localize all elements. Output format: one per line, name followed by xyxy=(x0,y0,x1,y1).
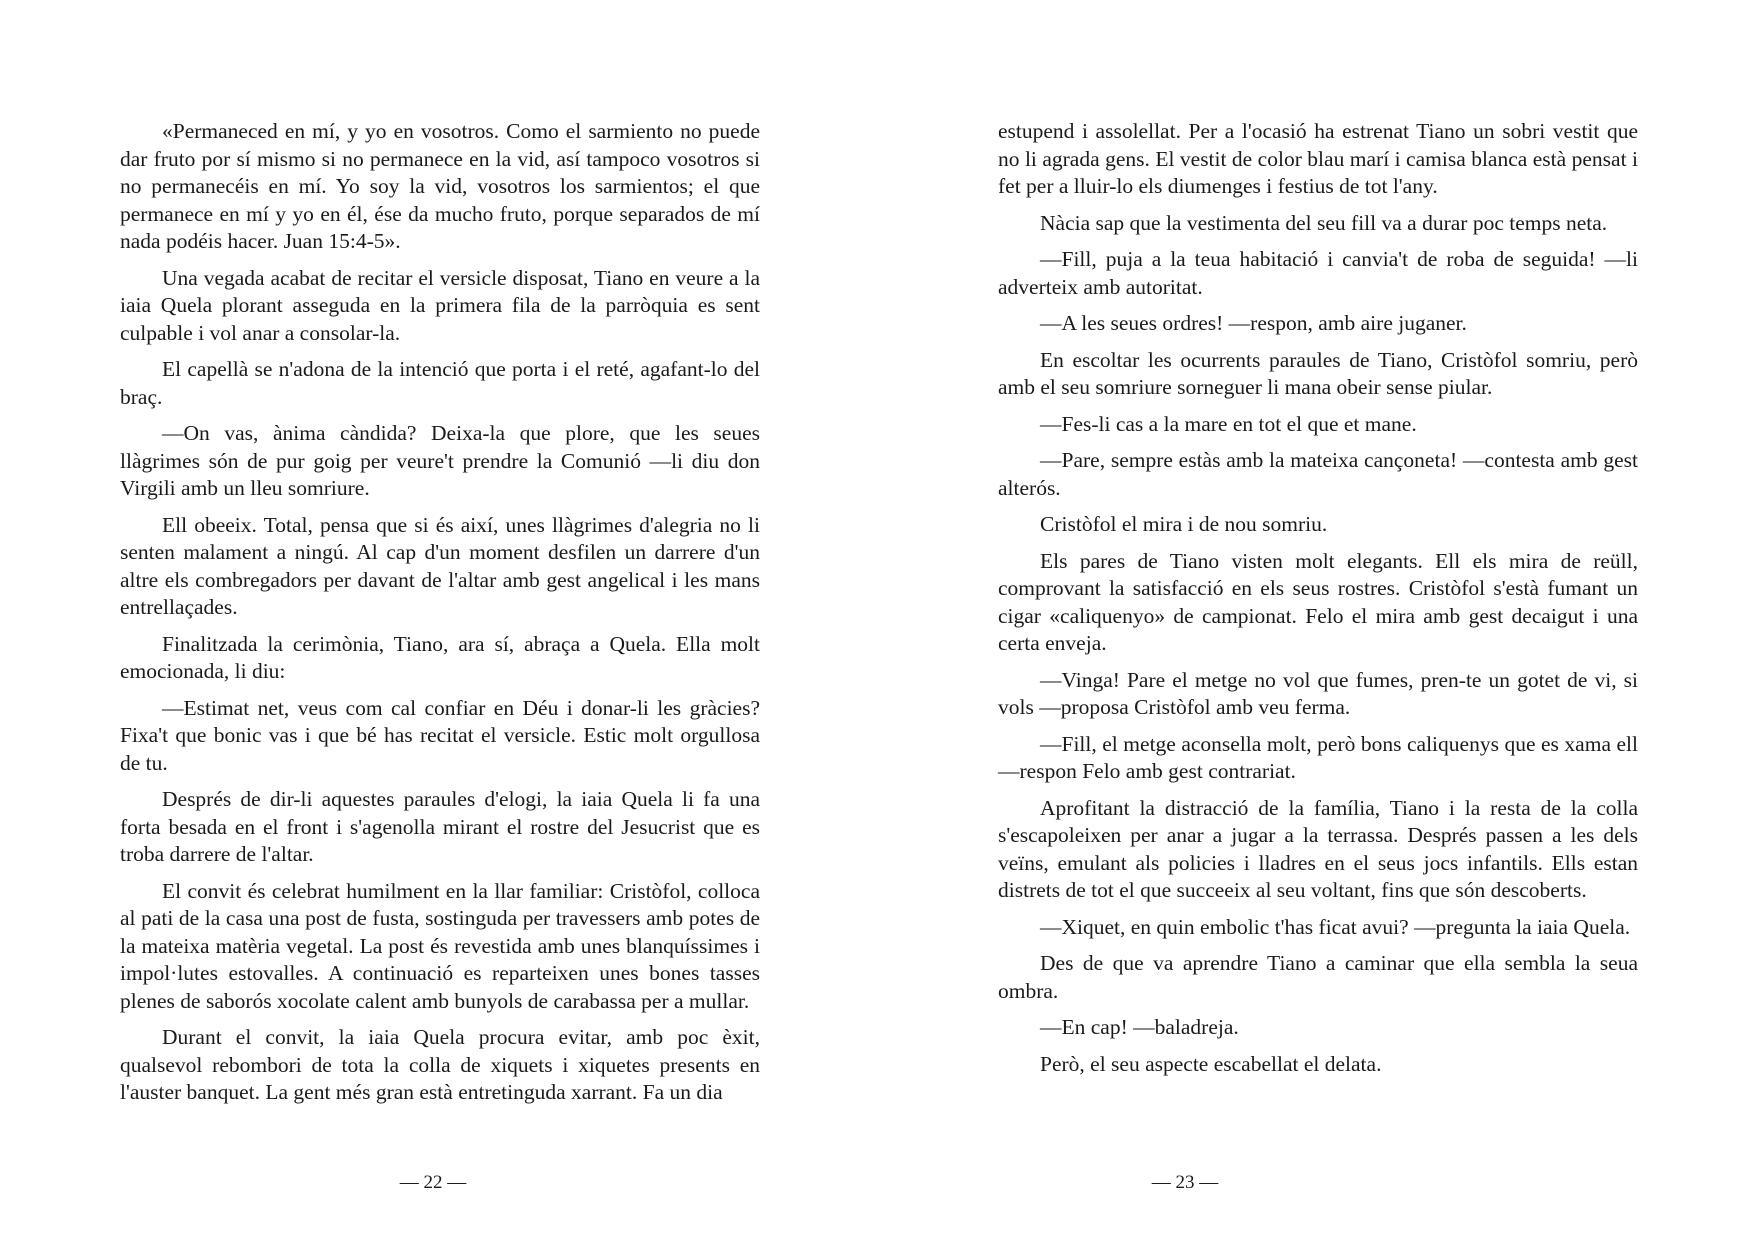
paragraph: —Xiquet, en quin embolic t'has ficat avui? —pregunta la iaia Quela. xyxy=(1040,914,1631,939)
paragraph: Durant el convit, la iaia Quela procura evitar, amb poc èxit, qualsevol rebombori de tota la colla de xiquets i xiquetes presents en l'auster banquet. La gent més gran està entretinguda xarrant. Fa un dia xyxy=(120,1025,760,1104)
paragraph: Després de dir-li aquestes paraules d'elogi, la iaia Quela li fa una forta besada en el front i s'agenolla mirant el rostre del Jesucrist que es troba darrere de l'altar. xyxy=(120,787,760,866)
paragraph: —En cap! —baladreja. xyxy=(1040,1015,1239,1039)
paragraph: —On vas, ànima càndida? Deixa-la que plore, que les seues llàgrimes són de pur goig per veure't prendre la Comunió —li diu don Virgili amb un lleu somriure. xyxy=(120,421,760,500)
paragraph: Una vegada acabat de recitar el versicle disposat, Tiano en veure a la iaia Quela plorant asseguda en la primera fila de la parròquia es sent culpable i vol anar a consolar-la. xyxy=(120,265,760,345)
paragraph: —Vinga! Pare el metge no vol que fumes, pren-te un gotet de vi, si vols —proposa Cristòfol amb veu ferma. xyxy=(998,667,1638,719)
paragraph: —Pare, sempre estàs amb la mateixa cançoneta! —contesta amb gest alterós. xyxy=(998,448,1638,500)
right-page-text xyxy=(998,118,1638,1087)
paragraph: Els pares de Tiano visten molt elegants. Ell els mira de reüll, comprovant la satisfacció en els seus rostres. Cristòfol s'està fumant un cigar «caliquenyo» de campionat. Felo el mira amb gest decaigut i una certa enveja. xyxy=(998,548,1638,655)
left-page-text xyxy=(120,118,760,1116)
paragraph: Ell obeeix. Total, pensa que si és així, unes llàgrimes d'alegria no li senten malament a ningú. Al cap d'un moment desfilen un darrere d'un altre els combregadors per davant de l'altar amb gest angelical i les mans entrellaçades. xyxy=(120,512,760,619)
paragraph: Nàcia sap que la vestimenta del seu fill va a durar poc temps neta. xyxy=(1040,210,1608,235)
paragraph: El convit és celebrat humilment en la llar familiar: Cristòfol, colloca al pati de la casa una post de fusta, sostinguda per travessers amb potes de la mateixa matèria vegetal. La post és revestida amb unes blanquíssimes i impol·lutes estovalles. A continuació es reparteixen unes bones tasses plenes de saborós xocolate calent amb bunyols de carabassa per a mullar. xyxy=(120,878,760,1013)
paragraph-continued: estupend i assolellat. Per a l'ocasió ha estrenat Tiano un sobri vestit que no li agrada gens. El vestit de color blau marí i camisa blanca està pensat i fet per a lluir-lo els diumenges i festius de tot l'any. xyxy=(998,119,1638,198)
page-number: — 22 — xyxy=(399,1172,467,1193)
page-number: — 23 — xyxy=(1151,1172,1219,1193)
paragraph: En escoltar les ocurrents paraules de Tiano, Cristòfol somriu, però amb el seu somriure sorneguer li mana obeir sense piular. xyxy=(998,347,1638,399)
paragraph: Aprofitant la distracció de la família, Tiano i la resta de la colla s'escapoleixen per anar a jugar a la terrassa. Després passen a les dels veïns, emulant als policies i lladres en el seus jocs infantils. Ells estan distrets de tot el que succeeix al seu voltant, fins que són descoberts. xyxy=(998,795,1638,902)
paragraph: Finalitzada la cerimònia, Tiano, ara sí, abraça a Quela. Ella molt emocionada, li diu: xyxy=(120,631,760,683)
paragraph: —Estimat net, veus com cal confiar en Déu i donar-li les gràcies? Fixa't que bonic vas i que bé has recitat el versicle. Estic molt orgullosa de tu. xyxy=(120,695,760,775)
paragraph: Des de que va aprendre Tiano a caminar que ella sembla la seua ombra. xyxy=(998,951,1638,1003)
right-page xyxy=(874,0,1748,1240)
paragraph: El capellà se n'adona de la intenció que porta i el reté, agafant-lo del braç. xyxy=(120,357,760,409)
paragraph: —Fill, el metge aconsella molt, però bons caliquenys que es xama ell —respon Felo amb gest contrariat. xyxy=(998,731,1638,783)
paragraph: —A les seues ordres! —respon, amb aire juganer. xyxy=(1040,311,1467,335)
paragraph: «Permaneced en mí, y yo en vosotros. Como el sarmiento no puede dar fruto por sí mismo si no permanece en la vid, así tampoco vosotros si no permanecéis en mí. Yo soy la vid, vosotros los sarmientos; el que permanece en mí y yo en él, ése da mucho fruto, porque separados de mí nada podéis hacer. Juan 15:4-5». xyxy=(120,119,760,253)
paragraph: —Fes-li cas a la mare en tot el que et mane. xyxy=(1040,411,1417,436)
paragraph: Cristòfol el mira i de nou somriu. xyxy=(1040,512,1328,536)
paragraph: —Fill, puja a la teua habitació i canvia't de roba de seguida! —li adverteix amb autoritat. xyxy=(998,247,1638,299)
paragraph: Però, el seu aspecte escabellat el delata. xyxy=(1040,1051,1382,1076)
